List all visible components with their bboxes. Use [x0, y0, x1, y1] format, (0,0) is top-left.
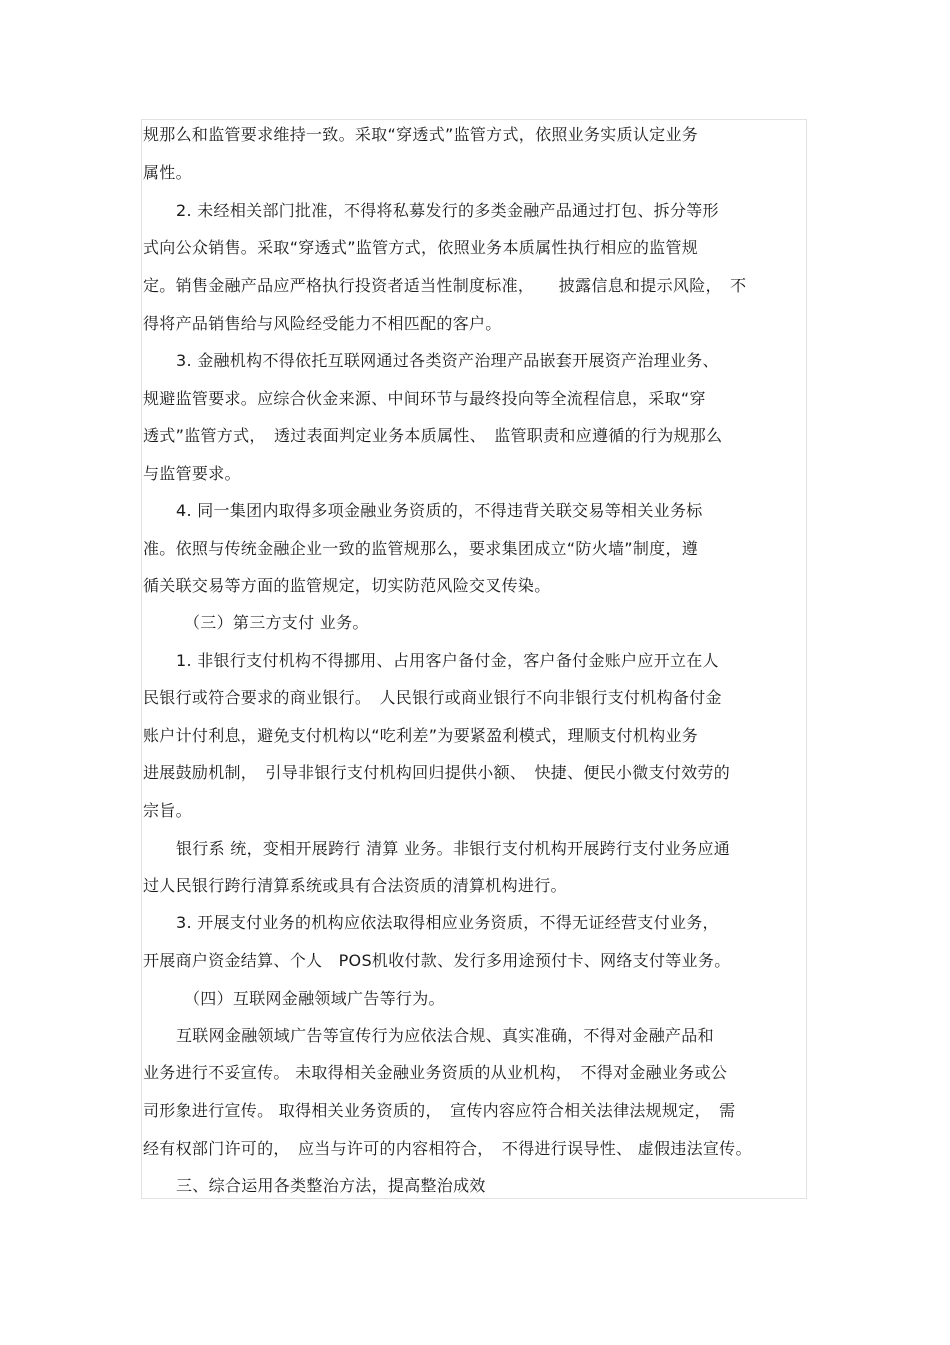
- section-heading: 三、综合运用各类整治方法，提高整治成效: [176, 1176, 486, 1195]
- text-line: 经有权部门许可的， 应当与许可的内容相符合， 不得进行误导性、 虚假违法宣传。: [143, 1139, 752, 1158]
- text-line: 银行系 统，变相开展跨行 清算 业务。非银行支付机构开展跨行支付业务应通: [176, 839, 731, 858]
- text-line: 账户计付利息，避免支付机构以“吃利差”为要紧盈利模式，理顺支付机构业务: [143, 726, 699, 745]
- text-line: 进展鼓励机制， 引导非银行支付机构回归提供小额、 快捷、便民小微支付效劳的: [143, 763, 731, 782]
- text-line: 4. 同一集团内取得多项金融业务资质的，不得违背关联交易等相关业务标: [176, 501, 703, 520]
- text-line: 宗旨。: [143, 801, 192, 820]
- text-line: 循关联交易等方面的监管规定，切实防范风险交叉传染。: [143, 576, 551, 595]
- text-line: 式向公众销售。采取“穿透式”监管方式，依照业务本质属性执行相应的监管规: [143, 238, 699, 257]
- text-line: 规那么和监管要求维持一致。采取“穿透式”监管方式，依照业务实质认定业务: [143, 125, 699, 144]
- text-line: 得将产品销售给与风险经受能力不相匹配的客户。: [143, 314, 502, 333]
- text-line: 2. 未经相关部门批准，不得将私募发行的多类金融产品通过打包、拆分等形: [176, 201, 719, 220]
- text-line: 开展商户资金结算、个人 POS机收付款、发行多用途预付卡、网络支付等业务。: [143, 951, 731, 970]
- section-heading: （三）第三方支付 业务。: [184, 613, 369, 632]
- section-heading: （四）互联网金融领域广告等行为。: [184, 989, 445, 1008]
- text-line: 透式”监管方式， 透过表面判定业务本质属性、 监管职责和应遵循的行为规那么: [143, 426, 723, 445]
- text-line: 民银行或符合要求的商业银行。 人民银行或商业银行不向非银行支付机构备付金: [143, 688, 722, 707]
- text-line: 过人民银行跨行清算系统或具有合法资质的清算机构进行。: [143, 876, 567, 895]
- text-line: 3. 开展支付业务的机构应依法取得相应业务资质，不得无证经营支付业务，: [176, 913, 719, 932]
- text-line: 互联网金融领域广告等宣传行为应依法合规、真实准确，不得对金融产品和: [176, 1026, 714, 1045]
- text-line: 属性。: [143, 163, 192, 182]
- text-line: 规避监管要求。应综合伙金来源、中间环节与最终投向等全流程信息，采取“穿: [143, 389, 706, 408]
- text-line: 1. 非银行支付机构不得挪用、占用客户备付金，客户备付金账户应开立在人: [176, 651, 719, 670]
- text-line: 3. 金融机构不得依托互联网通过各类资产治理产品嵌套开展资产治理业务、: [176, 351, 719, 370]
- text-line: 与监管要求。: [143, 464, 241, 483]
- text-line: 业务进行不妥宣传。 未取得相关金融业务资质的从业机构， 不得对金融业务或公: [143, 1063, 728, 1082]
- text-line: 定。销售金融产品应严格执行投资者适当性制度标准， 披露信息和提示风险， 不: [143, 276, 747, 295]
- text-line: 准。依照与传统金融企业一致的监管规那么，要求集团成立“防火墙”制度，遵: [143, 539, 699, 558]
- text-line: 司形象进行宣传。 取得相关业务资质的， 宣传内容应符合相关法律法规规定， 需: [143, 1101, 736, 1120]
